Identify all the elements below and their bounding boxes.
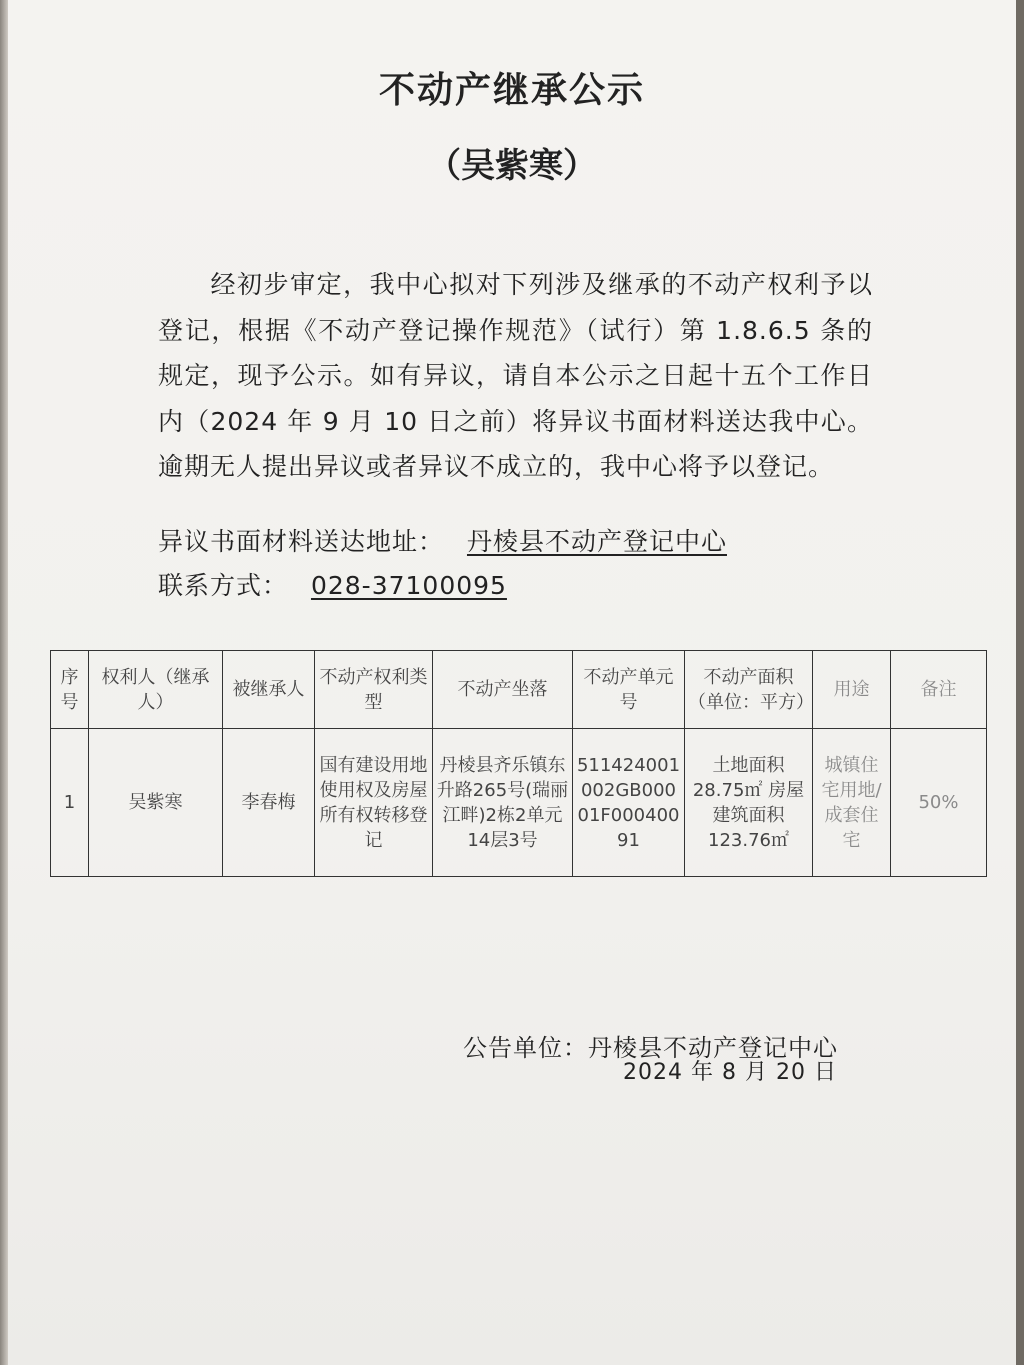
address-line	[158, 522, 727, 558]
table-cell: 吴紫寒	[89, 729, 223, 877]
address-value: 丹棱县不动产登记中心	[466, 527, 727, 556]
header-cell: 不动产坐落	[433, 651, 573, 729]
table-cell: 1	[51, 729, 89, 877]
header-cell: 用途	[813, 651, 891, 729]
header-cell: 不动产面积（单位：平方）	[685, 651, 813, 729]
body-paragraph: 经初步审定，我中心拟对下列涉及继承的不动产权利予以登记，根据《不动产登记操作规范》（试行）第 1.8.6.5 条的规定，现予公示。如有异议，请自本公示之日起十五个工作日内（2024 年 9 月 10 日之前）将异议书面材料送达我中心。逾期无人提出异议或者异议不成立的，我中心将予以登记。	[158, 270, 873, 481]
table-cell: 李春梅	[223, 729, 315, 877]
notice-document	[8, 0, 1016, 1365]
issuer-line: 公告单位：丹棱县不动产登记中心	[463, 1034, 838, 1062]
contact-label: 联系方式：	[158, 571, 289, 600]
header-cell: 不动产单元号	[573, 651, 685, 729]
header-cell: 权利人（继承人）	[89, 651, 223, 729]
table-cell: 丹棱县齐乐镇东升路265号(瑞丽江畔)2栋2单元14层3号	[433, 729, 573, 877]
issue-date: 2024 年 8 月 20 日	[623, 1060, 837, 1085]
table-cell: 土地面积28.75㎡ 房屋建筑面积123.76㎡	[685, 729, 813, 877]
table-cell: 国有建设用地使用权及房屋所有权转移登记	[315, 729, 433, 877]
table-cell: 511424001002GB00001F00040091	[573, 729, 685, 877]
property-table	[50, 650, 987, 877]
header-cell: 序号	[51, 651, 89, 729]
contact-line	[158, 566, 507, 602]
table-header-row	[51, 651, 987, 729]
header-cell: 被继承人	[223, 651, 315, 729]
header-cell: 不动产权利类型	[315, 651, 433, 729]
contact-value: 028-37100095	[310, 571, 507, 600]
page-title: 不动产继承公示	[378, 69, 645, 111]
address-label: 异议书面材料送达地址：	[158, 527, 445, 556]
table-cell: 50%	[891, 729, 987, 877]
header-cell: 备注	[891, 651, 987, 729]
table-cell: 城镇住宅用地/成套住宅	[813, 729, 891, 877]
page-subtitle: （吴紫寒）	[427, 146, 597, 186]
background-edge	[0, 0, 8, 1365]
body-paragraph-block	[158, 262, 873, 490]
table-row	[51, 729, 987, 877]
